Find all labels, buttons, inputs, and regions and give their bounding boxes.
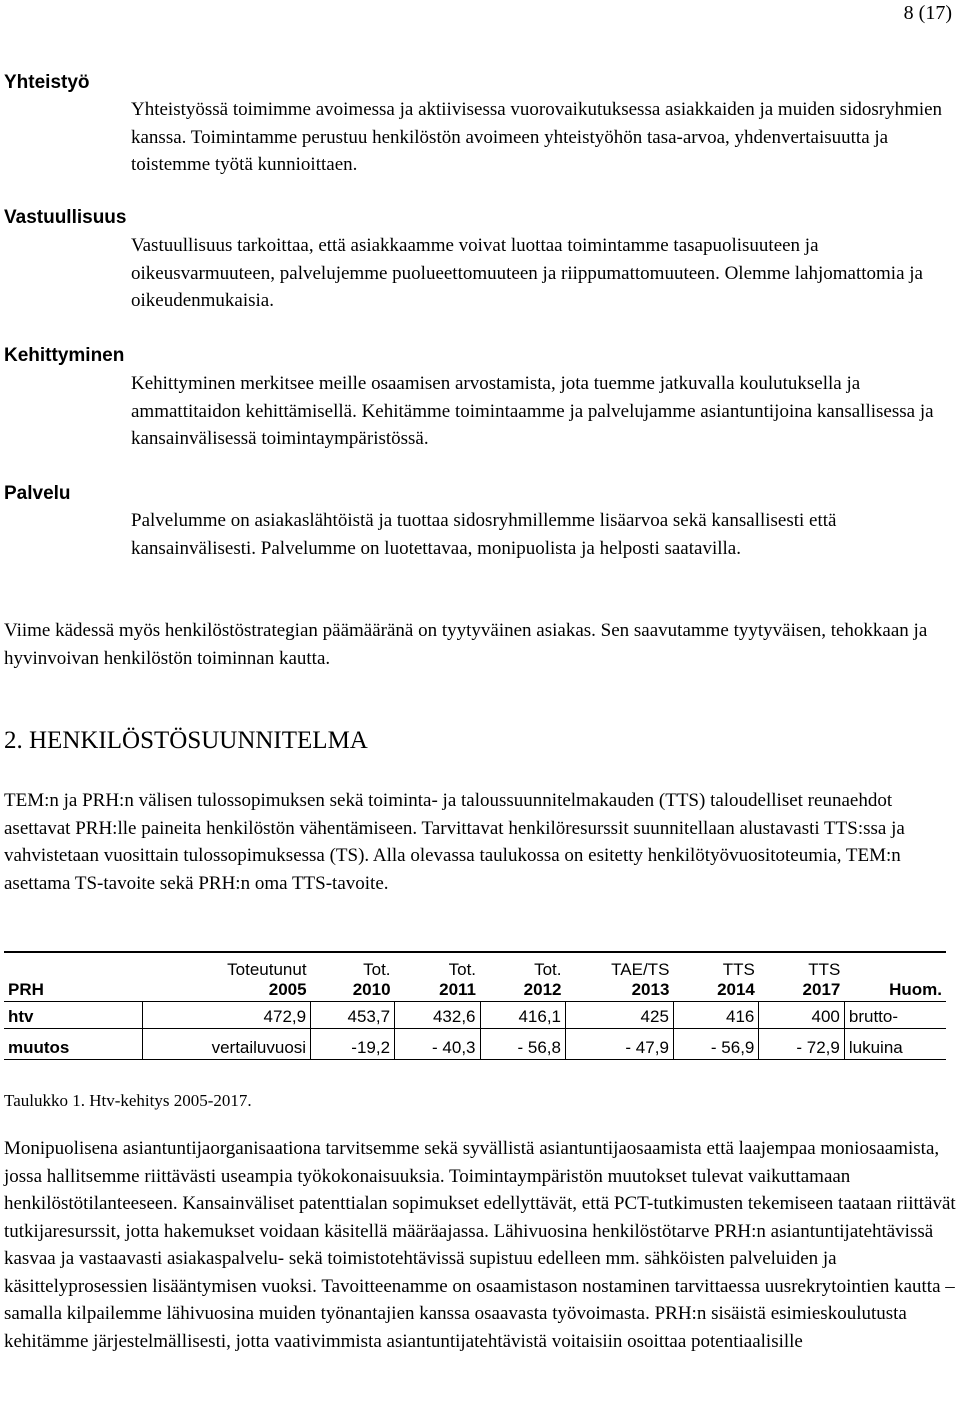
- table-row: [4, 1002, 946, 1029]
- table-cell: 453,7: [311, 1002, 395, 1029]
- table-row-label: htv: [4, 1002, 142, 1029]
- table-row-label: muutos: [4, 1029, 142, 1060]
- value-text-palvelu: Palvelumme on asiakaslähtöistä ja tuottaa sidosryhmillemme lisäarvoa sekä kansallisesti että kansainvälisesti. Palvelumme on luotettavaa, monipuolista ja helposti saatavilla.: [131, 510, 837, 559]
- table-cell: 425: [566, 1002, 674, 1029]
- htv-table: [4, 951, 946, 1060]
- table-note-header: Huom.: [844, 952, 946, 1002]
- value-title-yhteistyo: Yhteistyö: [4, 72, 90, 93]
- table-cell: - 40,3: [395, 1029, 480, 1060]
- table-col-header: Tot. 2012: [480, 952, 565, 1002]
- table-cell: 416,1: [480, 1002, 565, 1029]
- table-note: lukuina: [844, 1029, 946, 1060]
- section-heading: 2. HENKILÖSTÖSUUNNITELMA: [4, 727, 368, 754]
- value-title-kehittyminen: Kehittyminen: [4, 345, 125, 366]
- page-number: 8 (17): [903, 2, 952, 24]
- table-col-header: Tot. 2011: [395, 952, 480, 1002]
- table-col-header: TAE/TS 2013: [566, 952, 674, 1002]
- table-header-row: [4, 952, 946, 1002]
- value-text-vastuullisuus: Vastuullisuus tarkoittaa, että asiakkaamme voivat luottaa toimintamme tasapuolisuuteen ja oikeusvarmuuteen, palvelujemme puolueettomuuteen ja riippumattomuuteen. Olemme lahjomattomia ja oikeudenmukaisia.: [131, 235, 923, 311]
- table-corner: PRH: [4, 952, 142, 1002]
- table-cell: - 56,8: [480, 1029, 565, 1060]
- table-col-header: TTS 2017: [759, 952, 844, 1002]
- value-text-yhteistyo: Yhteistyössä toimimme avoimessa ja aktiivisessa vuorovaikutuksessa asiakkaiden ja muiden sidosryhmien kanssa. Toimintamme perustuu henkilöstön avoimeen yhteistyöhön tasa-arvoa, yhdenvertaisuutta ja toistemme työtä kunnioittaen.: [131, 99, 943, 175]
- table-col-header: Tot. 2010: [311, 952, 395, 1002]
- value-title-vastuullisuus: Vastuullisuus: [4, 207, 127, 228]
- table-cell: - 72,9: [759, 1029, 844, 1060]
- table-row: [4, 1029, 946, 1060]
- table-cell: vertailuvuosi: [142, 1029, 311, 1060]
- table-cell: 400: [759, 1002, 844, 1029]
- intro-paragraph: TEM:n ja PRH:n välisen tulossopimuksen sekä toiminta- ja taloussuunnitelmakauden (TTS) taloudelliset reunaehdot asettavat PRH:lle paineita henkilöstön vähentämiseen. Tarvittavat henkilöresurssit suunnitellaan alustavasti TTS:ssa ja vahvistetaan vuosittain tulossopimuksessa (TS). Alla olevassa taulukossa on esitetty henkilötyövuositoteumia, TEM:n asettama TS-tavoite sekä PRH:n oma TTS-tavoite.: [4, 790, 905, 894]
- table-cell: - 56,9: [673, 1029, 758, 1060]
- closing-paragraph: Monipuolisena asiantuntijaorganisaationa tarvitsemme sekä syvällistä asiantuntijaosaamista että laajempaa moniosaamista, jossa hallitsemme riittävästi useampia työkokonaisuuksia. Toimintaympäristön muutokset tulevat vaikuttamaan henkilöstötilanteeseen. Kansainväliset patenttialan sopimukset edellyttävät, että PCT-tutkimusten tekemiseen taataan riittävät tutkijaresurssit, jotta hakemukset voidaan käsitellä määräajassa. Lähivuosina henkilöstötarve PRH:n asiantuntijatehtävissä kasvaa ja vastaavasti asiakaspalvelu- sekä toimistotehtävissä supistuu edelleen mm. sähköisten palveluiden ja käsittelyprosessien lisääntymisen vuoksi. Tavoitteenamme on osaamistason nostaminen tarvittaessa uusrekrytointien kautta – samalla kilpailemme lähivuosina muiden työnantajien kanssa osaavasta työvoimasta. PRH:n sisäistä esimieskoulutusta kehitämme järjestelmällisesti, jotta vaativimmista asiantuntijatehtävistä voitaisiin osoittaa potentiaalisille: [4, 1138, 956, 1352]
- summary-paragraph: Viime kädessä myös henkilöstöstrategian päämääränä on tyytyväinen asiakas. Sen saavutamme tyytyväisen, tehokkaan ja hyvinvoivan henkilöstön toiminnan kautta.: [4, 620, 928, 669]
- table-cell: - 47,9: [566, 1029, 674, 1060]
- table-cell: -19,2: [311, 1029, 395, 1060]
- table-cell: 472,9: [142, 1002, 311, 1029]
- table-col-header: TTS 2014: [673, 952, 758, 1002]
- value-title-palvelu: Palvelu: [4, 483, 71, 504]
- table-caption: Taulukko 1. Htv-kehitys 2005-2017.: [4, 1091, 252, 1110]
- table-col-header: Toteutunut 2005: [142, 952, 311, 1002]
- table-cell: 416: [673, 1002, 758, 1029]
- table-cell: 432,6: [395, 1002, 480, 1029]
- value-text-kehittyminen: Kehittyminen merkitsee meille osaamisen arvostamista, jota tuemme jatkuvalla koulutuksella ja ammattitaidon kehittämisellä. Kehitämme toimintaamme ja palvelujamme asiantuntijoina kansallisessa ja kansainvälisessä toimintaympäristössä.: [131, 373, 934, 449]
- table-note: brutto-: [844, 1002, 946, 1029]
